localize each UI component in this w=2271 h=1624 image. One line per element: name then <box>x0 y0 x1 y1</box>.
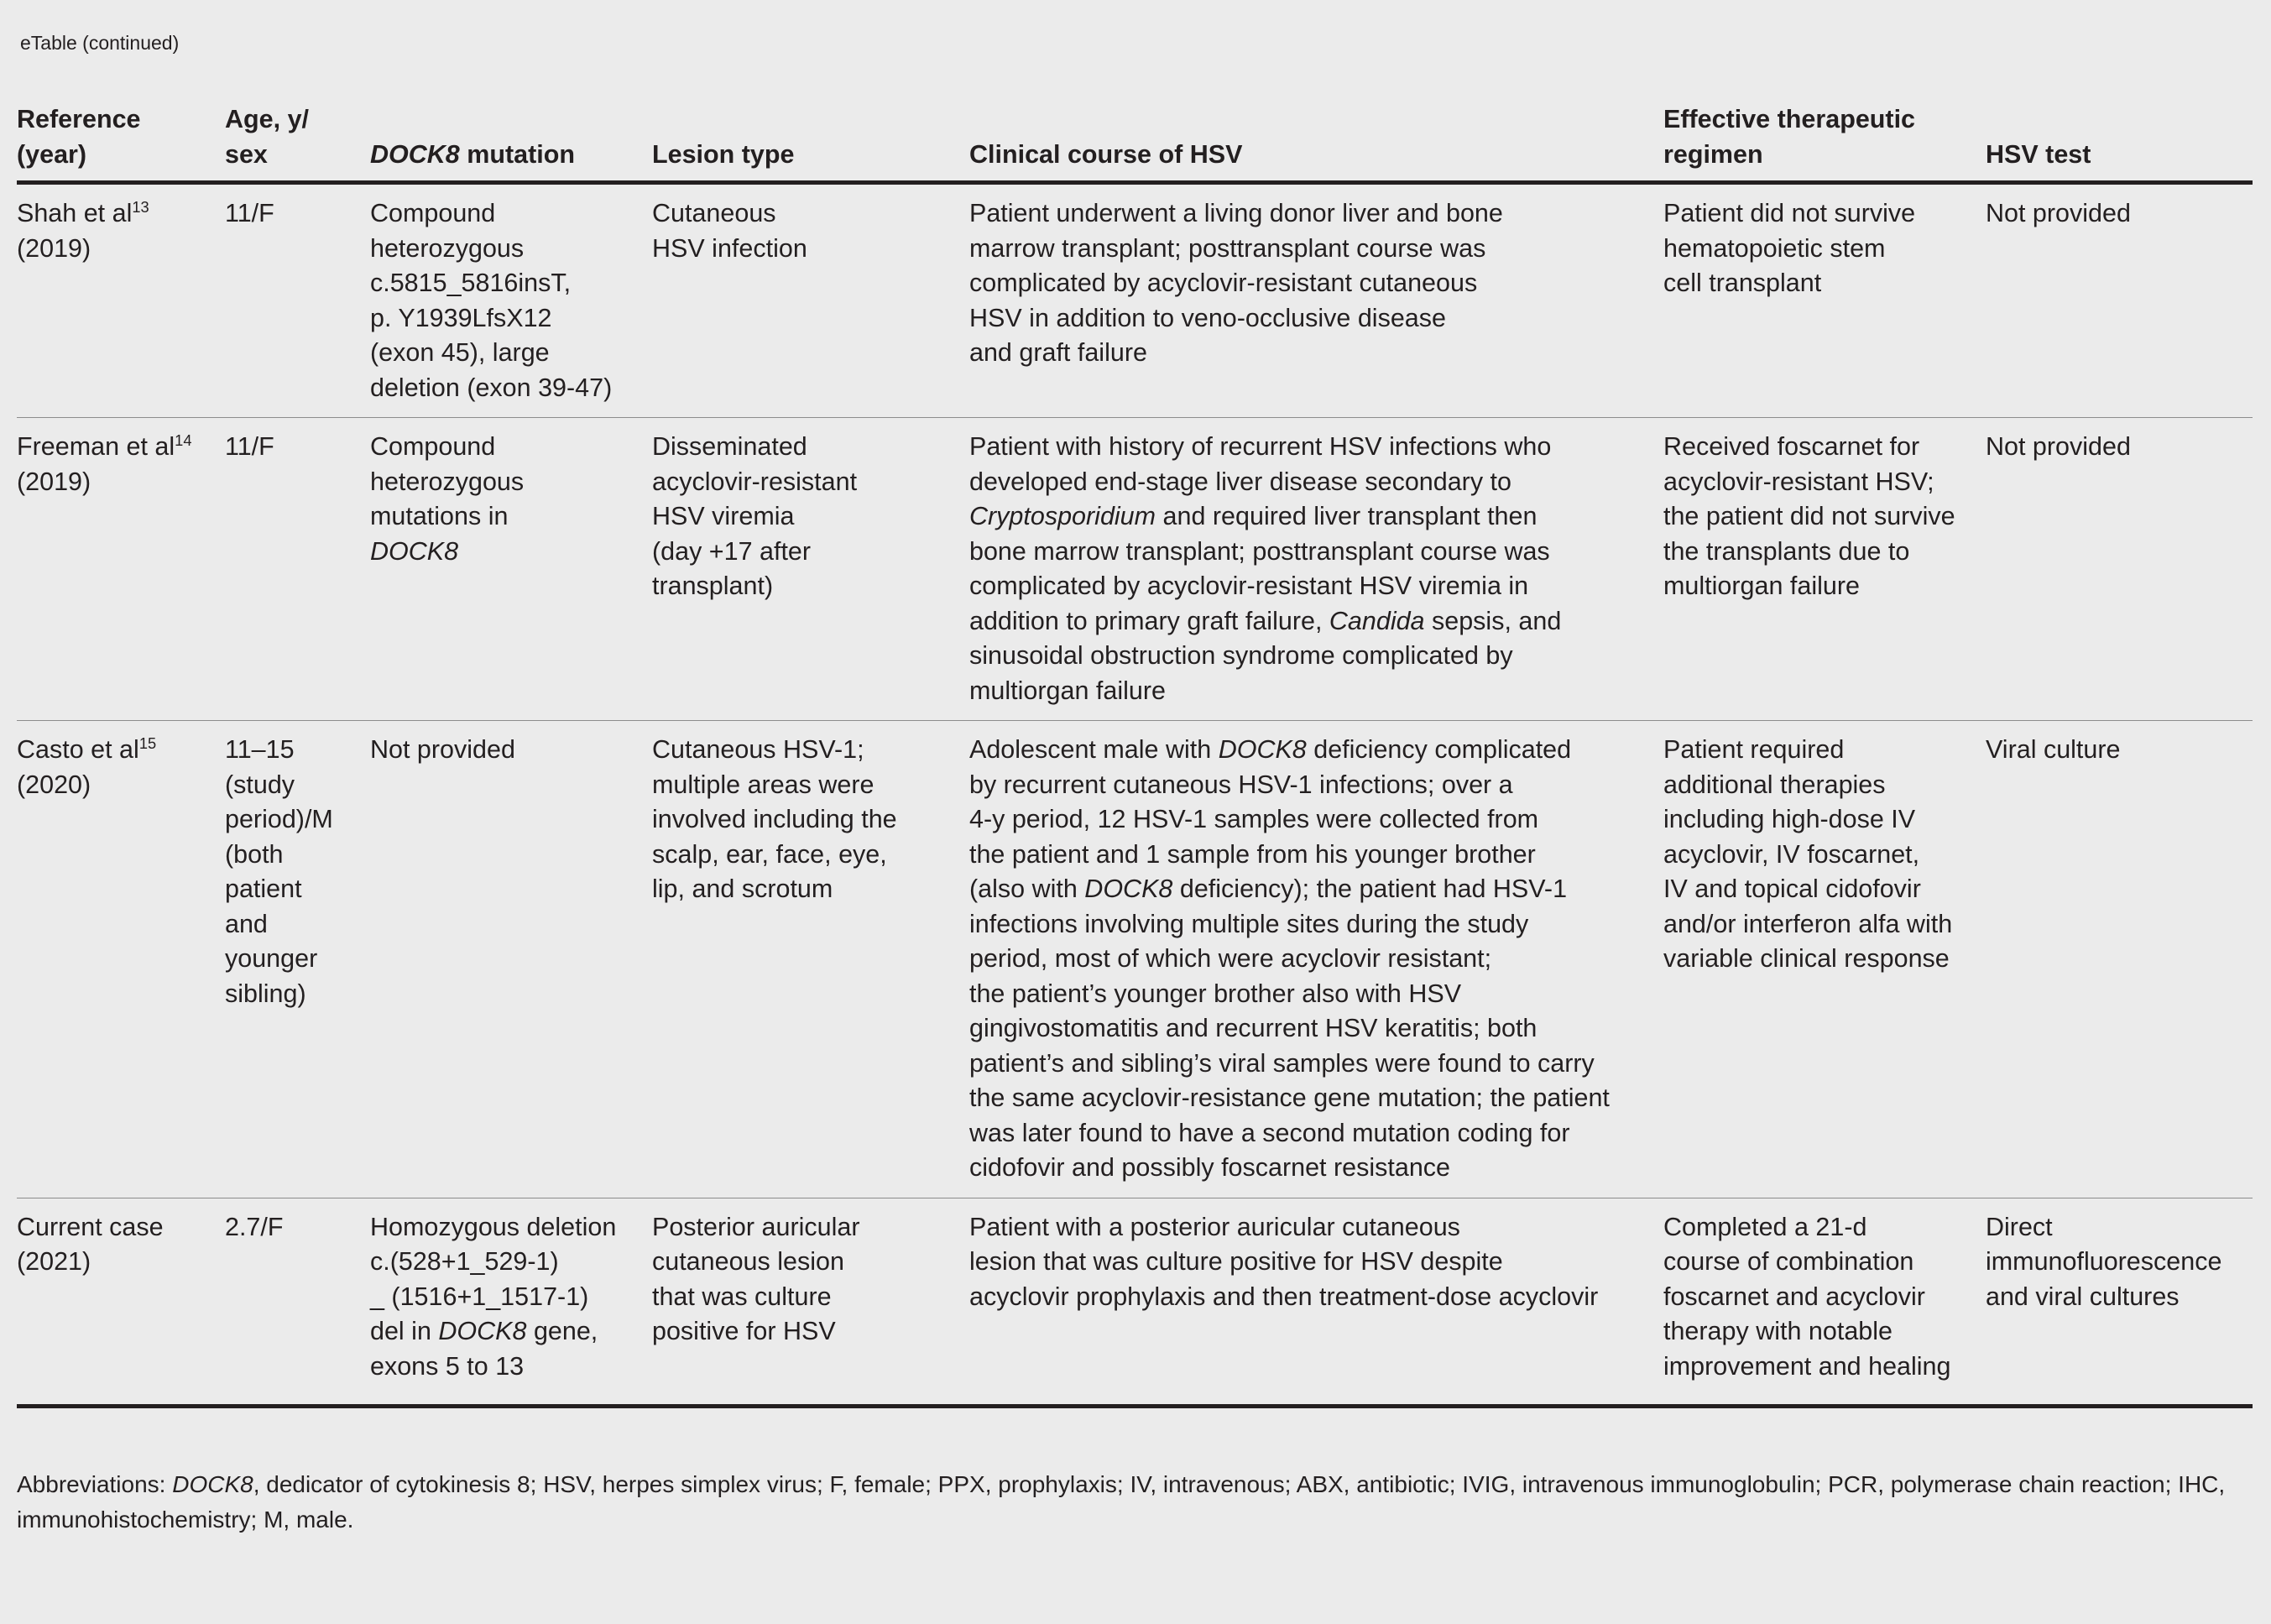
cell-hsv-test: Not provided <box>1986 183 2253 418</box>
cell-reference: Current case (2021) <box>17 1198 225 1407</box>
cell-age-sex: 11/F <box>225 418 370 721</box>
cell-reference: Casto et $al^{15}$ (2020) <box>17 721 225 1198</box>
cell-clinical-course: Adolescent male with DOCK8 deficiency complicated by recurrent cutaneous HSV-1 infections; over a 4-y period, 12 HSV-1 samples were collected from the patient and 1 sample from his younger brother (also with DOCK8 deficiency); the patient had HSV-1 infections involving multiple sites during the study period, most of which were acyclovir resistant; the patient’s younger brother also with HSV gingivostomatitis and recurrent HSV keratitis; both patient’s and sibling’s viral samples were found to carry the same acyclovir-resistance gene mutation; the patient was later found to have a second mutation coding for cidofovir and possibly foscarnet resistance <box>969 721 1663 1198</box>
cell-reference: Shah et $al^{13}$ (2019) <box>17 183 225 418</box>
cell-mutation: Homozygous deletion c.(528+1_529-1) _ (1516+1_1517-1) del in DOCK8 gene, exons 5 to 13 <box>370 1198 652 1407</box>
cell-age-sex: 11/F <box>225 183 370 418</box>
cell-lesion: Cutaneous HSV infection <box>652 183 969 418</box>
cell-clinical-course: Patient underwent a living donor liver and bone marrow transplant; posttransplant course was complicated by acyclovir-resistant cutaneous HSV in addition to veno-occlusive disease and graft failure <box>969 183 1663 418</box>
cell-age-sex: 11–15 (study period)/M (both patient and younger sibling) <box>225 721 370 1198</box>
cell-mutation: Compound heterozygous c.5815_5816insT, p. Y1939LfsX12 (exon 45), large deletion (exon 39-47) <box>370 183 652 418</box>
table-row <box>17 418 2253 721</box>
cell-hsv-test: Direct immunofluorescence and viral cultures <box>1986 1198 2253 1407</box>
header-clinical-course: Clinical course of HSV <box>969 99 1663 183</box>
header-age-sex: Age, y/ sex <box>225 99 370 183</box>
cell-mutation: Compound heterozygous mutations in DOCK8 <box>370 418 652 721</box>
cell-lesion: Disseminated acyclovir-resistant HSV viremia (day +17 after transplant) <box>652 418 969 721</box>
table-row <box>17 183 2253 418</box>
cell-age-sex: 2.7/F <box>225 1198 370 1407</box>
header-mutation: DOCK8 mutation <box>370 99 652 183</box>
cell-hsv-test: Viral culture <box>1986 721 2253 1198</box>
abbreviations-footnote: Abbreviations: DOCK8, dedicator of cytokinesis 8; HSV, herpes simplex virus; F, female; PPX, prophylaxis; IV, intravenous; ABX, antibiotic; IVIG, intravenous immunoglobulin; PCR, polymerase chain reaction; IHC, immunohistochemistry; M, male. <box>17 1471 2226 1533</box>
header-regimen: Effective therapeutic regimen <box>1663 99 1986 183</box>
table-caption: eTable (continued) <box>20 32 180 54</box>
cell-reference: Freeman et $al^{14}$ (2019) <box>17 418 225 721</box>
cell-regimen: Completed a 21-d course of combination foscarnet and acyclovir therapy with notable improvement and healing <box>1663 1198 1986 1407</box>
cell-hsv-test: Not provided <box>1986 418 2253 721</box>
cell-regimen: Patient did not survive hematopoietic stem cell transplant <box>1663 183 1986 418</box>
cell-regimen: Patient required additional therapies including high-dose IV acyclovir, IV foscarnet, IV and topical cidofovir and/or interferon alfa with variable clinical response <box>1663 721 1986 1198</box>
cell-lesion: Posterior auricular cutaneous lesion that was culture positive for HSV <box>652 1198 969 1407</box>
header-lesion-type: Lesion type <box>652 99 969 183</box>
etable <box>17 99 2253 1408</box>
table-row <box>17 1198 2253 1407</box>
cell-mutation: Not provided <box>370 721 652 1198</box>
cell-regimen: Received foscarnet for acyclovir-resistant HSV; the patient did not survive the transplants due to multiorgan failure <box>1663 418 1986 721</box>
table-row <box>17 721 2253 1198</box>
cell-clinical-course: Patient with history of recurrent HSV infections who developed end-stage liver disease secondary to Cryptosporidium and required liver transplant then bone marrow transplant; posttransplant course was complicated by acyclovir-resistant HSV viremia in addition to primary graft failure, Candida sepsis, and sinusoidal obstruction syndrome complicated by multiorgan failure <box>969 418 1663 721</box>
header-row <box>17 99 2253 183</box>
cell-lesion: Cutaneous HSV-1; multiple areas were involved including the scalp, ear, face, eye, lip, and scrotum <box>652 721 969 1198</box>
header-hsv-test: HSV test <box>1986 99 2253 183</box>
header-reference: Reference (year) <box>17 99 225 183</box>
cell-clinical-course: Patient with a posterior auricular cutaneous lesion that was culture positive for HSV despite acyclovir prophylaxis and then treatment-dose acyclovir <box>969 1198 1663 1407</box>
